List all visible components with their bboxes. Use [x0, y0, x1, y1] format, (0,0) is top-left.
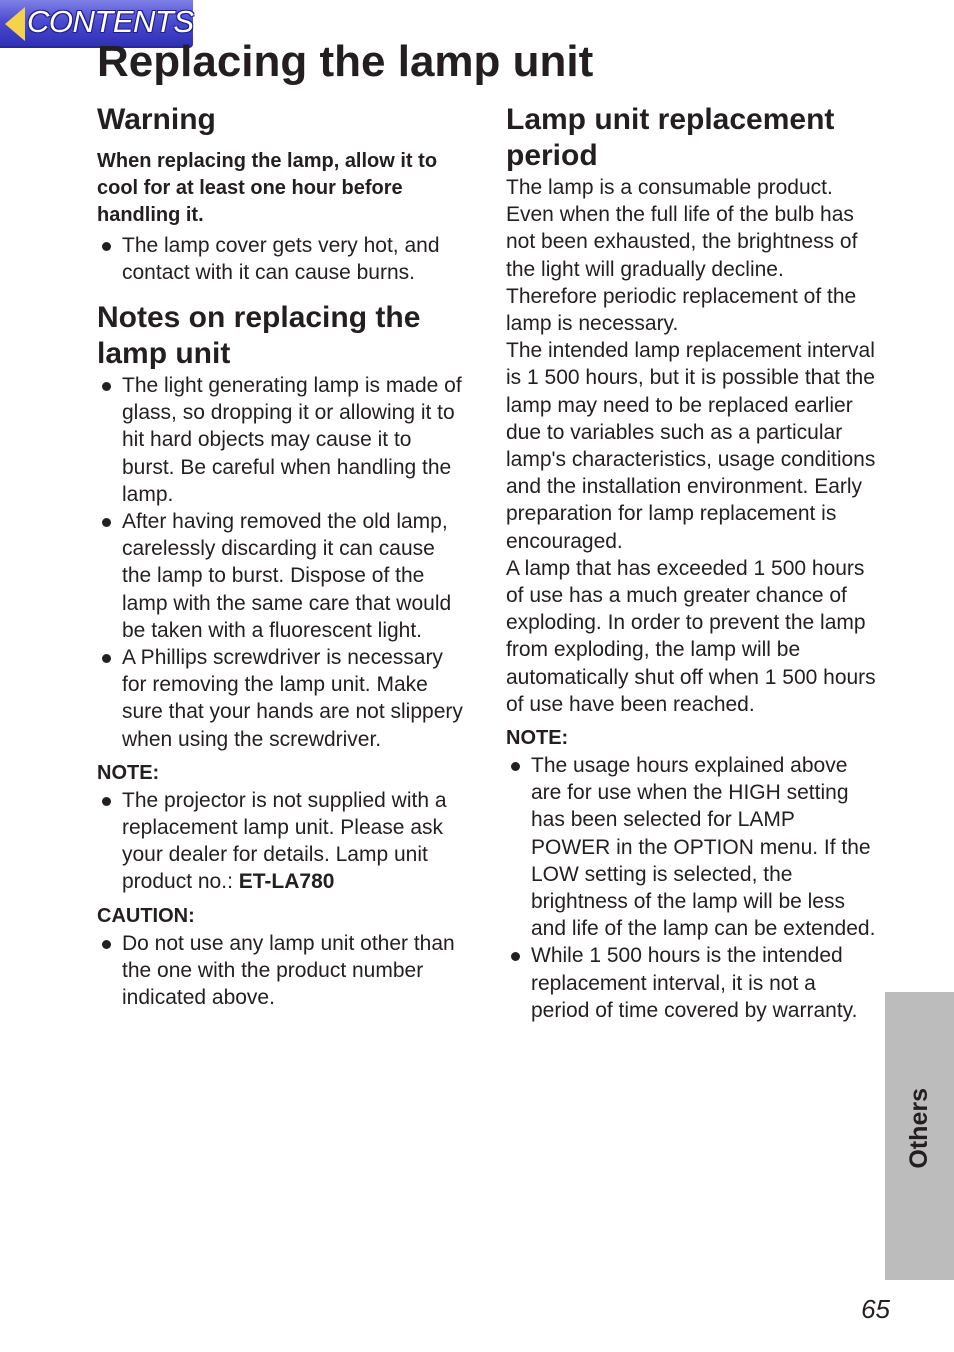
list-item: After having removed the old lamp, carelessly discarding it can cause the lamp to burst. Dispose of the lamp with the same care that would be taken with a fluorescent light.: [97, 508, 467, 644]
note-bullet-list: [97, 787, 467, 896]
bullet-icon: [102, 797, 111, 806]
warning-bullet-list: [97, 232, 467, 286]
list-item: While 1 500 hours is the intended replacement interval, it is not a period of time covered by warranty.: [506, 942, 878, 1024]
notes-heading: Notes on replacing the lamp unit: [97, 301, 421, 371]
list-item: The light generating lamp is made of glass, so dropping it or allowing it to hit hard objects may cause it to burst. Be careful when handling the lamp.: [97, 372, 467, 508]
list-item: Do not use any lamp unit other than the one with the product number indicated above.: [97, 930, 467, 1012]
note-bullet-text: The projector is not supplied with a replacement lamp unit. Please ask your dealer for details. Lamp unit product no.:: [122, 788, 447, 894]
product-number: ET-LA780: [238, 870, 335, 894]
list-item: [97, 787, 467, 896]
notes-bullet-list: [97, 372, 467, 753]
list-item: The usage hours explained above are for use when the HIGH setting has been selected for LAMP POWER in the OPTION menu. If the LOW setting is selected, the brightness of the lamp will be less and life of the lamp can be extended.: [506, 752, 878, 942]
right-column: [506, 102, 878, 1024]
note-bullet-list: [506, 752, 878, 1024]
warning-heading: Warning: [97, 103, 216, 136]
bullet-icon: [102, 654, 111, 663]
bullet-icon: [102, 518, 111, 527]
warning-text: When replacing the lamp, allow it to cool for at least one hour before handling it.: [97, 150, 438, 227]
side-tab-label: Others: [905, 1088, 933, 1169]
page-title: Replacing the lamp unit: [97, 37, 594, 86]
caution-bullet-list: [97, 930, 467, 1012]
note-label: NOTE:: [97, 761, 160, 784]
replacement-period-heading: Lamp unit replacement period: [506, 103, 835, 172]
bullet-icon: [102, 940, 111, 949]
list-item: A Phillips screwdriver is necessary for removing the lamp unit. Make sure that your hands are not slippery when using the screwdriver.: [97, 644, 467, 753]
caution-label: CAUTION:: [97, 904, 195, 927]
paragraph: The intended lamp replacement interval is 1 500 hours, but it is possible that the lamp may need to be replaced earlier due to variables such as a particular lamp's characteristics, usage conditions and the installation environment. Early preparation for lamp replacement is encouraged.: [506, 339, 876, 553]
paragraph: The lamp is a consumable product. Even when the full life of the bulb has not been exhausted, the brightness of the light will gradually decline. Therefore periodic replacement of the lamp is necessary.: [506, 176, 858, 336]
bullet-icon: [511, 952, 520, 961]
bullet-icon: [102, 242, 111, 251]
contents-button-label: CONTENTS: [27, 4, 194, 39]
left-column: [97, 102, 467, 1011]
note-label: NOTE:: [506, 727, 569, 750]
page-number: 65: [861, 1294, 890, 1324]
list-item: The lamp cover gets very hot, and contact with it can cause burns.: [97, 232, 467, 286]
back-arrow-icon: [5, 7, 25, 41]
section-side-tab: [885, 992, 954, 1280]
paragraph: A lamp that has exceeded 1 500 hours of use has a much greater chance of exploding. In order to prevent the lamp from exploding, the lamp will be automatically shut off when 1 500 hours of use have been reached.: [506, 556, 876, 716]
bullet-icon: [102, 382, 111, 391]
bullet-icon: [511, 762, 520, 771]
